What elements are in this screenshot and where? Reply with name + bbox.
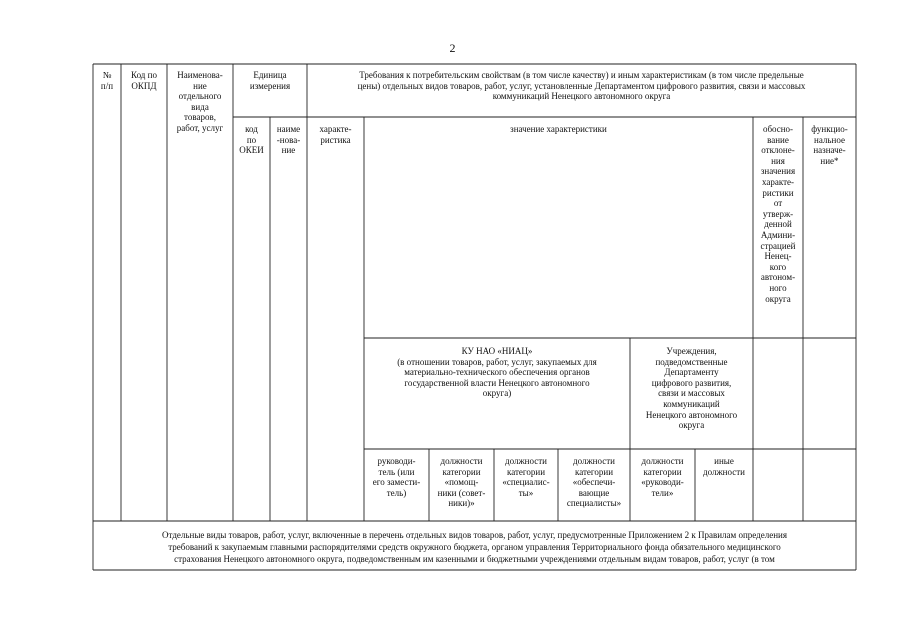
position-support-specialists: должности категории «обеспечи- вающие специалисты» [566, 456, 622, 509]
header-unit-name: наиме -нова- ние [276, 124, 301, 156]
group-subordinate-institutions: Учреждения, подведомственные Департаменту цифрового развития, связи и массовых коммуникаций Ненецкого автономного округа [645, 346, 738, 431]
header-characteristic-value: значение характеристики [510, 124, 607, 134]
position-managers: должности категории «руководи- тели» [641, 456, 684, 498]
group-ku-nao-niac: КУ НАО «НИАЦ» (в отношении товаров, работ, услуг, закупаемых для материально-технического обеспечения органов государственной власти Ненецкого автономного округа) [397, 346, 597, 399]
header-deviation-justification: обосно- вание отклоне- ния значения характе- ристики от утверж- денной Админи- страцией Ненец- кого автоном- ного округа [760, 124, 796, 304]
header-okei-code: код по ОКЕИ [239, 124, 264, 156]
header-unit: Единица измерения [249, 70, 291, 91]
header-functional-purpose: функцио- нальное назначе- ние* [811, 124, 848, 166]
position-specialists: должности категории «специалис- ты» [502, 456, 550, 498]
header-characteristic: характе- ристика [319, 124, 352, 145]
page-number: 2 [449, 41, 456, 55]
position-head: руководи- тель (или его замести- тель) [372, 456, 421, 498]
header-okpd-code: Код по ОКПД [131, 70, 157, 91]
position-other: иные должности [703, 456, 745, 477]
header-requirements: Требования к потребительским свойствам (в том числе качеству) и иным характеристикам (в том числе предельные цены) отдельных видов товаров, работ, услуг, установленные Департаментом цифрового развития, связи и массовых коммуникаций Ненецкого автономного округа [357, 70, 806, 102]
header-item-name: Наименова- ние отдельного вида товаров, работ, услуг [176, 70, 224, 133]
header-number: № п/п [100, 70, 114, 91]
position-assistants: должности категории «помощ- ники (совет- ники)» [437, 456, 486, 509]
footer-section-text: Отдельные виды товаров, работ, услуг, включенные в перечень отдельных видов товаров, работ, услуг, предусмотренные Приложением 2 к Правилам определения требований к закупаемым главными распорядителями средств окружного бюджета, органом управления Территориального фонда обязательного медицинского страхования Ненецкого автономного округа, подведомственным им казенными и бюджетными учреждениями отдельным видам товаров, работ, услуг (в том [162, 530, 787, 564]
